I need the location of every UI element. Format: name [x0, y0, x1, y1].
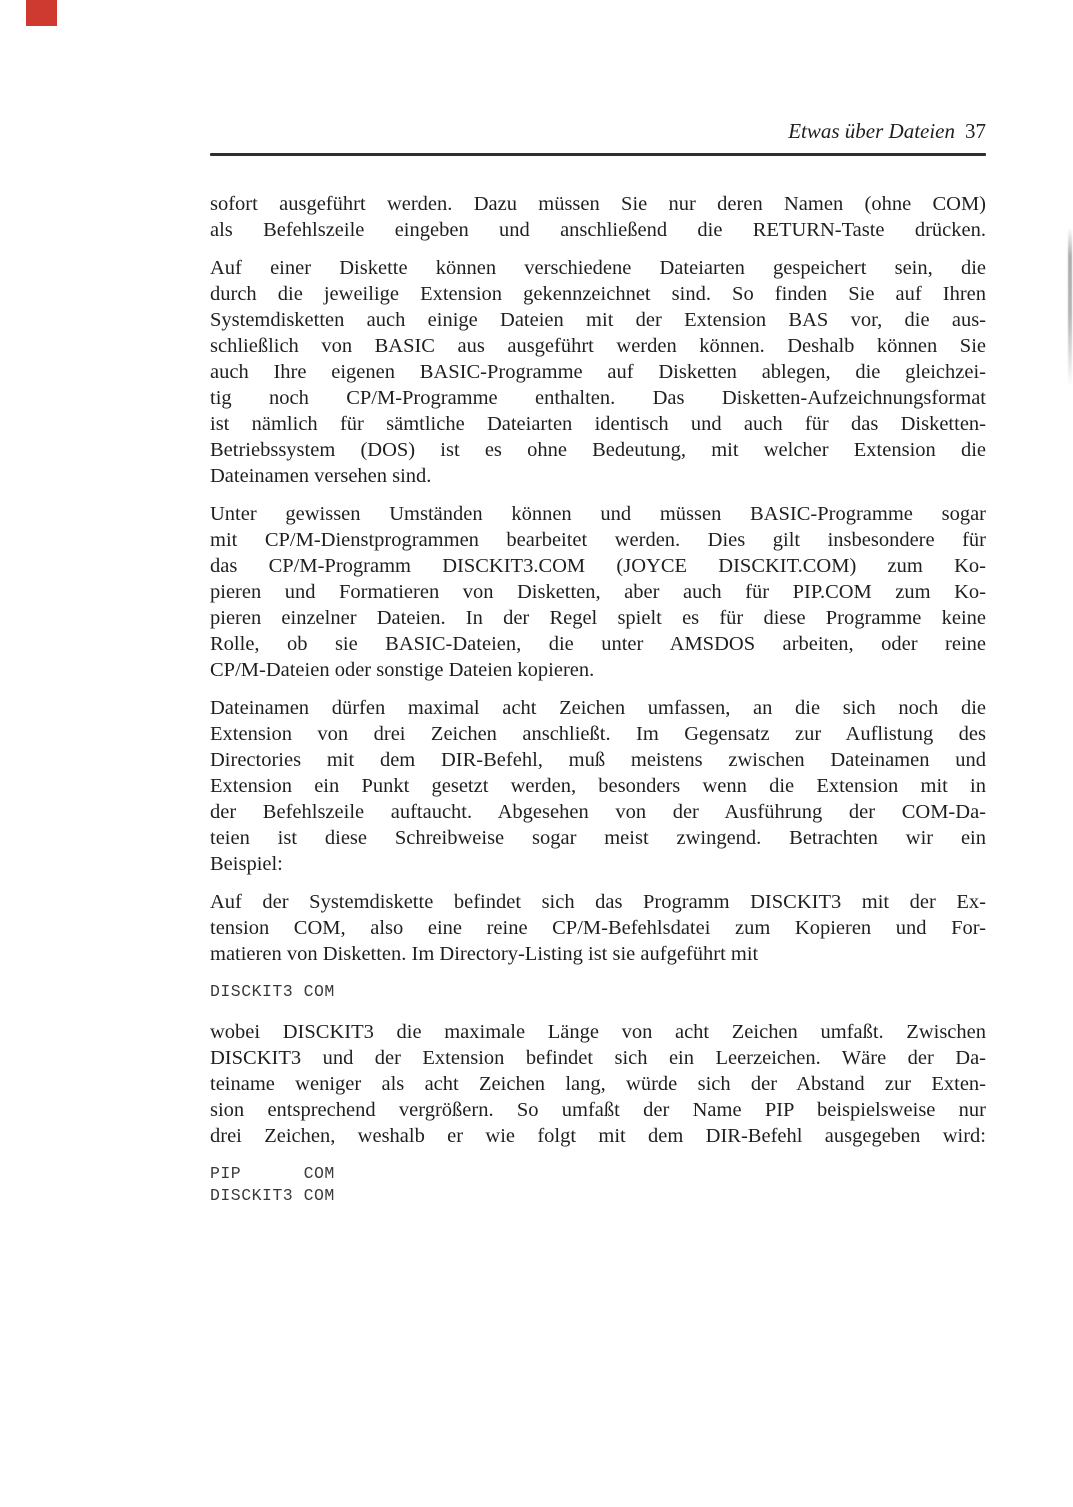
text-line: auch Ihre eigenen BASIC-Programme auf Disketten ablegen, die gleichzei- [210, 360, 986, 383]
text-line: pieren einzelner Dateien. In der Regel spielt es für diese Programme keine [210, 606, 986, 629]
paragraph [210, 501, 986, 683]
text-line: Rolle, ob sie BASIC-Dateien, die unter AMSDOS arbeiten, oder reine [210, 632, 986, 655]
text-line: CP/M-Dateien oder sonstige Dateien kopieren. [210, 658, 595, 681]
text-line: das CP/M-Programm DISCKIT3.COM (JOYCE DISCKIT.COM) zum Ko- [210, 554, 986, 577]
text-line: matieren von Disketten. Im Directory-Listing ist sie aufgeführt mit [210, 942, 759, 965]
text-line: schließlich von BASIC aus ausgeführt werden können. Deshalb können Sie [210, 334, 986, 357]
text-line: Dateinamen versehen sind. [210, 464, 432, 487]
text-line: drei Zeichen, weshalb er wie folgt mit dem DIR-Befehl ausgegeben wird: [210, 1124, 986, 1147]
text-line: tig noch CP/M-Programme enthalten. Das Disketten-Aufzeichnungsformat [210, 386, 986, 409]
paragraph [210, 1019, 986, 1149]
red-corner-mark [26, 0, 57, 26]
text-line: ist nämlich für sämtliche Dateiarten identisch und auch für das Disketten- [210, 412, 986, 435]
text-line: Auf der Systemdiskette befindet sich das Programm DISCKIT3 mit der Ex- [210, 890, 986, 913]
paragraph [210, 191, 986, 243]
text-line: als Befehlszeile eingeben und anschließend die RETURN-Taste drücken. [210, 218, 986, 241]
paragraph [210, 695, 986, 877]
text-line: teien ist diese Schreibweise sogar meist zwingend. Betrachten wir ein [210, 826, 986, 849]
paragraph [210, 255, 986, 489]
header-rule [210, 153, 986, 156]
text-line: Beispiel: [210, 852, 283, 875]
text-column [210, 191, 986, 1207]
text-line: Systemdisketten auch einige Dateien mit der Extension BAS vor, die aus- [210, 308, 986, 331]
text-line: Dateinamen dürfen maximal acht Zeichen umfassen, an die sich noch die [210, 696, 986, 719]
text-line: durch die jeweilige Extension gekennzeichnet sind. So finden Sie auf Ihren [210, 282, 986, 305]
paragraph [210, 889, 986, 967]
scan-streak-artifact [1068, 228, 1072, 386]
text-line: teiname weniger als acht Zeichen lang, würde sich der Abstand zur Exten- [210, 1072, 986, 1095]
text-line: der Befehlszeile auftaucht. Abgesehen von der Ausführung der COM-Da- [210, 800, 986, 823]
text-line: mit CP/M-Dienstprogrammen bearbeitet werden. Dies gilt insbesondere für [210, 528, 986, 551]
directory-listing [210, 981, 986, 1003]
text-line: pieren und Formatieren von Disketten, aber auch für PIP.COM zum Ko- [210, 580, 986, 603]
text-line: DISCKIT3 COM [210, 981, 335, 1001]
directory-listing [210, 1163, 986, 1207]
page-header [210, 118, 986, 144]
text-line: sofort ausgeführt werden. Dazu müssen Sie nur deren Namen (ohne COM) [210, 192, 986, 215]
text-line: Extension ein Punkt gesetzt werden, besonders wenn die Extension mit in [210, 774, 986, 797]
text-line: Extension von drei Zeichen anschließt. Im Gegensatz zur Auflistung des [210, 722, 986, 745]
text-line: tension COM, also eine reine CP/M-Befehlsdatei zum Kopieren und For- [210, 916, 986, 939]
text-line: wobei DISCKIT3 die maximale Länge von acht Zeichen umfaßt. Zwischen [210, 1020, 986, 1043]
running-title: Etwas über Dateien [788, 119, 955, 143]
text-line: sion entsprechend vergrößern. So umfaßt der Name PIP beispielsweise nur [210, 1098, 986, 1121]
page-number: 37 [965, 119, 986, 143]
text-line: DISCKIT3 und der Extension befindet sich ein Leerzeichen. Wäre der Da- [210, 1046, 986, 1069]
text-line: Unter gewissen Umständen können und müssen BASIC-Programme sogar [210, 502, 986, 525]
text-content [210, 118, 986, 1223]
text-line: Betriebssystem (DOS) ist es ohne Bedeutung, mit welcher Extension die [210, 438, 986, 461]
text-line: Auf einer Diskette können verschiedene Dateiarten gespeichert sein, die [210, 256, 986, 279]
text-line: DISCKIT3 COM [210, 1185, 335, 1205]
text-line: Directories mit dem DIR-Befehl, muß meistens zwischen Dateinamen und [210, 748, 986, 771]
text-line: PIP COM [210, 1163, 335, 1183]
